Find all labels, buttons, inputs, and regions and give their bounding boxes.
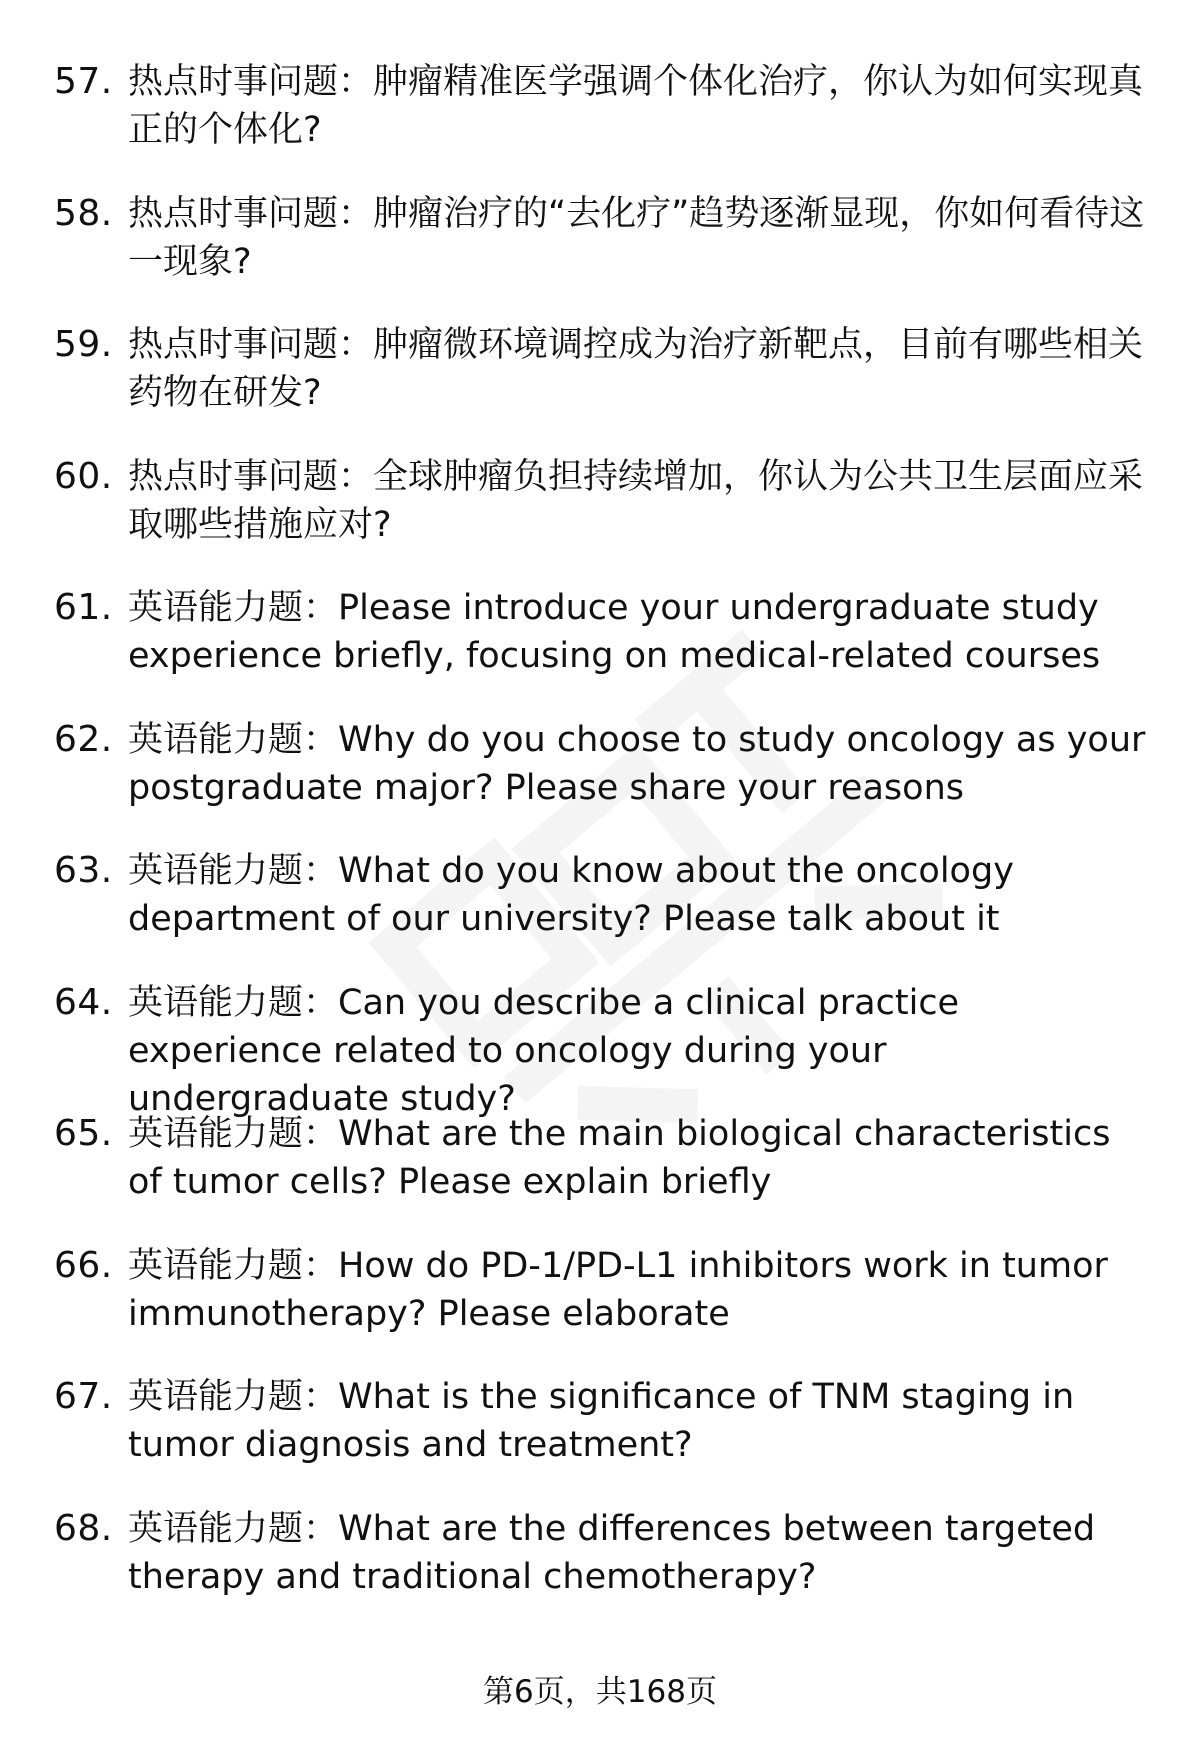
question-number: 64. (54, 981, 113, 1023)
question-body: What are the main biological characteristics of tumor cells? Please explain briefly (128, 1114, 1111, 1202)
question-category: 热点时事问题： (128, 325, 374, 365)
question-category: 热点时事问题： (128, 456, 374, 497)
question-body: Please introduce your undergraduate study experience briefly, focusing on medical-related courses (128, 588, 1101, 676)
question-text-block (128, 1110, 1148, 1206)
question-category: 英语能力题： (128, 1377, 339, 1417)
question-item-62 (0, 716, 1200, 848)
question-item-65 (0, 1110, 1200, 1242)
question-item-68 (0, 1505, 1200, 1637)
question-category: 热点时事问题： (128, 193, 374, 234)
question-body: Why do you choose to study oncology as your postgraduate major? Please share your reasons (128, 719, 1146, 808)
question-body: What do you know about the oncology department of our university? Please talk about it (128, 851, 1014, 939)
question-text-block (128, 1242, 1148, 1338)
question-number: 68. (54, 1507, 113, 1549)
question-number: 60. (54, 455, 113, 497)
question-category: 英语能力题： (128, 1114, 339, 1154)
question-body: 肿瘤精准医学强调个体化治疗，你认为如何实现真正的个体化? (128, 62, 1144, 150)
question-item-59 (0, 321, 1200, 453)
question-number: 66. (54, 1244, 113, 1286)
question-number: 59. (54, 324, 113, 365)
question-body: Can you describe a clinical practice experience related to oncology during your undergraduate study? (128, 982, 960, 1119)
question-body: 全球肿瘤负担持续增加，你认为公共卫生层面应采取哪些措施应对? (128, 456, 1144, 545)
question-text-block (128, 1505, 1148, 1601)
question-item-61 (0, 584, 1200, 716)
question-number: 67. (54, 1376, 113, 1417)
question-text-block (128, 847, 1148, 943)
question-text-block (128, 190, 1148, 286)
question-number: 62. (54, 718, 113, 760)
question-item-60 (0, 453, 1200, 585)
question-item-58 (0, 190, 1200, 322)
question-body: 肿瘤治疗的“去化疗”趋势逐渐显现，你如何看待这一现象? (128, 193, 1145, 282)
question-text-block (128, 716, 1148, 812)
question-text-block (128, 1373, 1148, 1469)
question-number: 58. (54, 192, 113, 234)
question-category: 英语能力题： (128, 1508, 339, 1549)
question-category: 热点时事问题： (128, 62, 374, 102)
question-category: 英语能力题： (128, 982, 339, 1023)
question-body: What is the significance of TNM staging in tumor diagnosis and treatment? (128, 1377, 1075, 1465)
question-text-block (128, 58, 1148, 154)
question-body: What are the differences between targeted therapy and traditional chemotherapy? (128, 1508, 1096, 1597)
question-item-63 (0, 847, 1200, 979)
question-text-block (128, 979, 1148, 1123)
question-category: 英语能力题： (128, 851, 339, 891)
question-number: 65. (54, 1113, 113, 1154)
question-number: 61. (54, 587, 113, 628)
question-category: 英语能力题： (128, 1245, 339, 1286)
question-text-block (128, 321, 1148, 417)
question-body: How do PD-1/PD-L1 inhibitors work in tumor immunotherapy? Please elaborate (128, 1245, 1108, 1334)
question-text-block (128, 453, 1148, 549)
question-category: 英语能力题： (128, 719, 339, 760)
question-number: 63. (54, 850, 113, 891)
question-text-block (128, 584, 1148, 680)
question-number: 57. (54, 61, 113, 102)
question-list (0, 58, 1200, 1636)
page-number-footer: 第6页，共168页 (483, 1674, 717, 1710)
question-item-57 (0, 58, 1200, 190)
question-item-67 (0, 1373, 1200, 1505)
question-item-66 (0, 1242, 1200, 1374)
question-item-64 (0, 979, 1200, 1119)
question-category: 英语能力题： (128, 588, 339, 628)
question-body: 肿瘤微环境调控成为治疗新靶点，目前有哪些相关药物在研发? (128, 325, 1144, 413)
